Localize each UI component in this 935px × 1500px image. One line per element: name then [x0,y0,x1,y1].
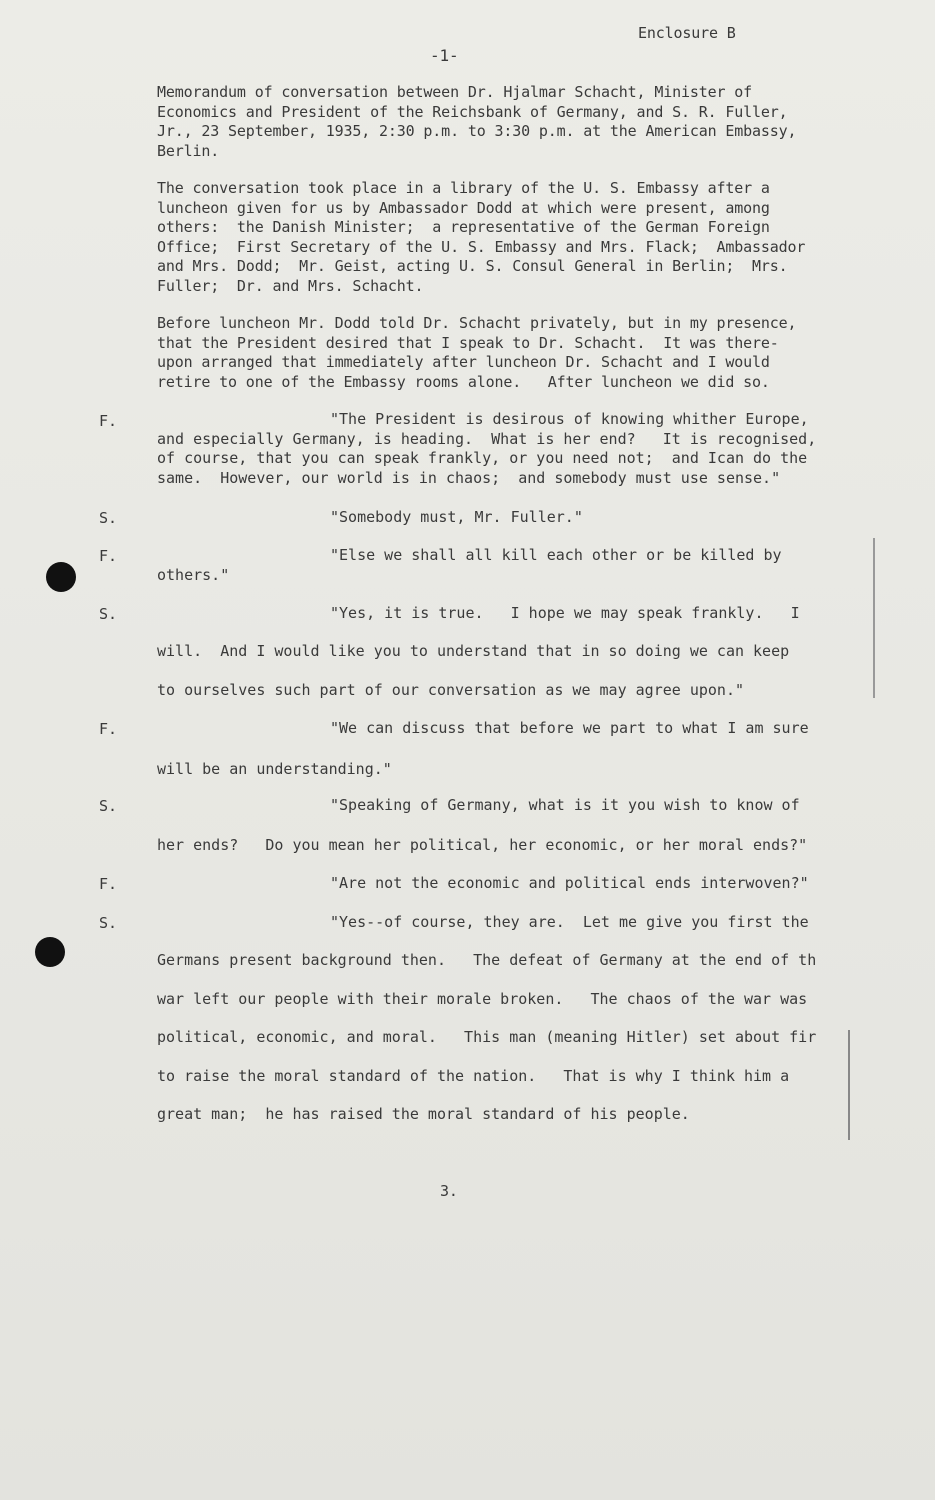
speaker-label: S. [99,914,118,932]
dialogue-line: to ourselves such part of our conversation as we may agree upon." [157,681,744,699]
dialogue-line: "Somebody must, Mr. Fuller." [330,508,583,526]
dialogue-line: others." [157,566,230,584]
margin-mark-bottom [848,1030,850,1140]
dialogue-line: "Else we shall all kill each other or be killed by [330,546,782,564]
dialogue-line: political, economic, and moral. This man (meaning Hitler) set about fir [157,1028,817,1046]
dialogue-line: will. And I would like you to understand that in so doing we can keep [157,642,790,660]
dialogue-line: war left our people with their morale broken. The chaos of the war was [157,990,808,1008]
dialogue-line: will be an understanding." [157,760,392,778]
speaker-label: F. [99,412,118,430]
footer-page-number: 3. [440,1182,458,1200]
paragraph-line: Fuller; Dr. and Mrs. Schacht. [157,276,424,295]
intro-line: Berlin. [157,141,220,160]
speaker-label: S. [99,509,118,527]
paragraph-line: Before luncheon Mr. Dodd told Dr. Schacht privately, but in my presence, [157,314,797,332]
dialogue-line: great man; he has raised the moral standard of his people. [157,1105,690,1123]
paragraph-line: luncheon given for us by Ambassador Dodd at which were present, among [157,198,770,217]
dialogue-line: to raise the moral standard of the nation. That is why I think him a [157,1067,790,1085]
dialogue-line: and especially Germany, is heading. What is her end? It is recognised, [157,429,817,448]
speaker-label: F. [99,720,118,738]
margin-mark-top [873,538,875,698]
dialogue-line: same. However, our world is in chaos; and somebody must use sense." [157,468,781,487]
dialogue-line: of course, that you can speak frankly, or you need not; and Ican do the [157,449,808,467]
punch-hole-top [46,562,76,592]
punch-hole-bottom [35,937,65,967]
speaker-label: S. [99,797,118,815]
paragraph-line: Office; First Secretary of the U. S. Embassy and Mrs. Flack; Ambassador [157,237,806,256]
paragraph-line: others: the Danish Minister; a representative of the German Foreign [157,218,770,236]
dialogue-line: her ends? Do you mean her political, her economic, or her moral ends?" [157,836,808,854]
paragraph-line: and Mrs. Dodd; Mr. Geist, acting U. S. Consul General in Berlin; Mrs. [157,257,788,275]
dialogue-line: "Yes--of course, they are. Let me give you first the [330,913,809,931]
page-marker: -1- [430,46,459,65]
enclosure-label: Enclosure B [638,24,736,42]
dialogue-line: "Are not the economic and political ends interwoven?" [330,874,809,892]
intro-line: Economics and President of the Reichsbank of Germany, and S. R. Fuller, [157,102,788,121]
intro-line: Jr., 23 September, 1935, 2:30 p.m. to 3:30 p.m. at the American Embassy, [157,122,797,140]
paragraph-line: retire to one of the Embassy rooms alone. After luncheon we did so. [157,372,770,391]
dialogue-line: "We can discuss that before we part to what I am sure [330,719,809,737]
speaker-label: S. [99,605,118,623]
dialogue-line: "Speaking of Germany, what is it you wish to know of [330,796,800,814]
speaker-label: F. [99,875,118,893]
paragraph-line: upon arranged that immediately after luncheon Dr. Schacht and I would [157,353,770,371]
paragraph-line: that the President desired that I speak to Dr. Schacht. It was there- [157,333,779,352]
dialogue-line: "Yes, it is true. I hope we may speak frankly. I [330,604,800,622]
speaker-label: F. [99,547,118,565]
paragraph-line: The conversation took place in a library of the U. S. Embassy after a [157,179,770,197]
dialogue-line: "The President is desirous of knowing whither Europe, [330,410,809,428]
dialogue-line: Germans present background then. The defeat of Germany at the end of th [157,951,817,969]
intro-line: Memorandum of conversation between Dr. Hjalmar Schacht, Minister of [157,83,753,101]
